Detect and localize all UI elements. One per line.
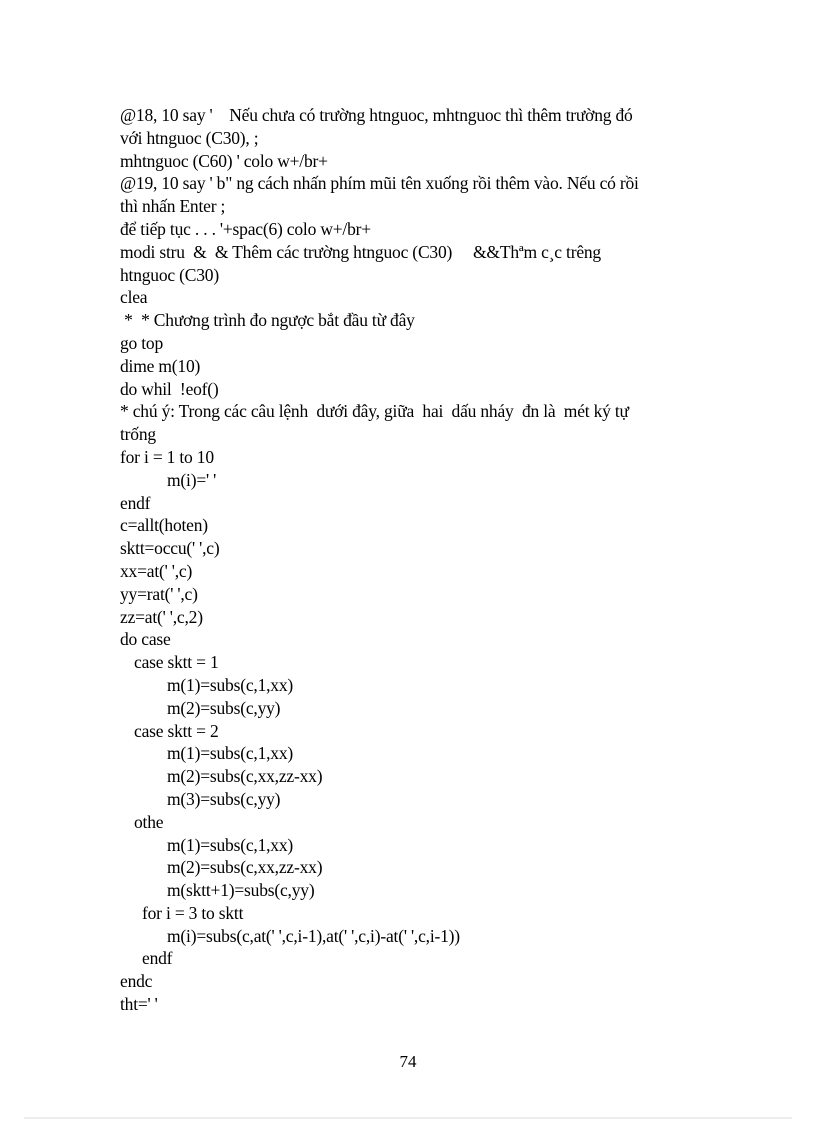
text-line: case sktt = 1 [134, 652, 219, 673]
text-line: m(sktt+1)=subs(c,yy) [167, 880, 315, 901]
text-line: thì nhấn Enter ; [120, 196, 226, 217]
text-line: htnguoc (C30) [120, 264, 219, 285]
text-line: modi stru & & Thêm các trường htnguoc (C30) &&Thªm c¸c trêng [120, 241, 601, 262]
text-line: xx=at(' ',c) [120, 560, 193, 581]
text-line: endc [120, 971, 153, 992]
text-line: yy=rat(' ',c) [120, 583, 198, 604]
text-line: c=allt(hoten) [120, 515, 208, 536]
text-line: @18, 10 say ' Nếu chưa có trường htnguoc, mhtnguoc thì thêm trường đó [120, 105, 633, 125]
comment-line: * * Chương trình đo ngược bắt đầu từ đây [120, 310, 415, 331]
text-line: case sktt = 2 [134, 720, 219, 741]
text-line: sktt=occu(' ',c) [120, 538, 220, 559]
comment-line: * chú ý: Trong các câu lệnh dưới đây, giữa hai dấu nháy đn là mét ký tự [120, 401, 629, 422]
text-line: tht=' ' [120, 994, 158, 1015]
comment-line: trống [120, 424, 156, 445]
text-line: m(i)=subs(c,at(' ',c,i-1),at(' ',c,i)-at(' ',c,i-1)) [167, 925, 460, 946]
text-line: for i = 3 to sktt [142, 902, 244, 923]
page-number: 74 [399, 1052, 417, 1071]
bottom-divider [24, 1117, 792, 1119]
text-line: endf [120, 492, 151, 513]
text-line: clea [120, 287, 148, 308]
text-line: m(1)=subs(c,1,xx) [167, 834, 294, 855]
text-line: với htnguoc (C30), ; [120, 127, 259, 148]
text-line: m(2)=subs(c,xx,zz-xx) [167, 857, 323, 878]
text-line: go top [120, 332, 164, 353]
text-line: zz=at(' ',c,2) [120, 606, 203, 627]
text-line: @19, 10 say ' b" ng cách nhấn phím mũi tên xuống rồi thêm vào. Nếu có rồi [120, 173, 639, 194]
text-line: m(1)=subs(c,1,xx) [167, 674, 294, 695]
text-line: othe [134, 811, 164, 832]
text-line: m(1)=subs(c,1,xx) [167, 743, 294, 764]
text-line: do case [120, 629, 171, 650]
text-line: m(2)=subs(c,yy) [167, 697, 281, 718]
text-line: mhtnguoc (C60) ' colo w+/br+ [120, 150, 328, 171]
text-line: endf [142, 948, 173, 969]
text-line: do whil !eof() [120, 378, 219, 399]
text-line: for i = 1 to 10 [120, 446, 214, 467]
text-line: m(2)=subs(c,xx,zz-xx) [167, 766, 323, 787]
text-line: m(3)=subs(c,yy) [167, 788, 281, 809]
text-line: dime m(10) [120, 355, 201, 376]
code-listing [120, 104, 700, 1016]
text-line: để tiếp tục . . . '+spac(6) colo w+/br+ [120, 218, 371, 239]
text-line: m(i)=' ' [167, 469, 217, 490]
